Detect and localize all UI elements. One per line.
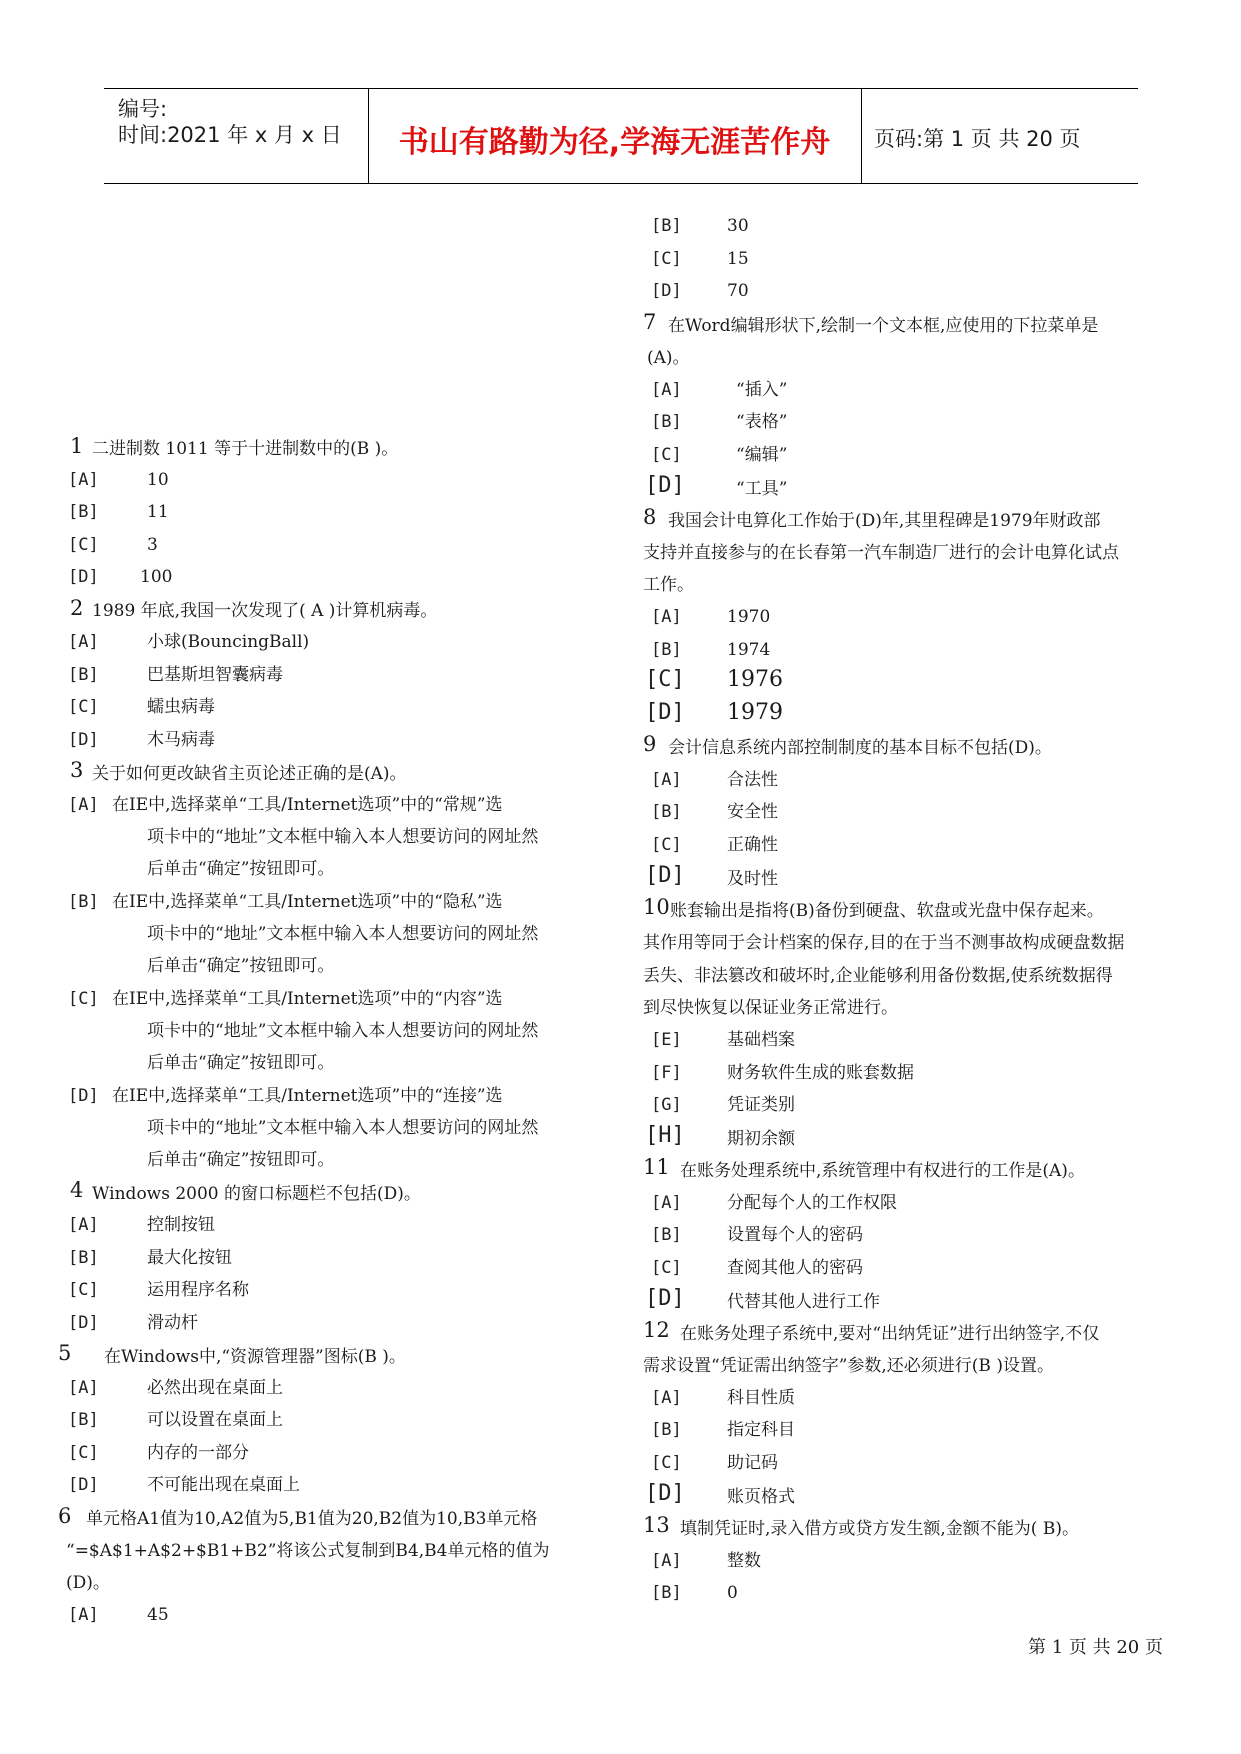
question-number: 10 — [643, 895, 670, 919]
option-text: 控制按钮 — [147, 1215, 215, 1235]
option-tag: [C] — [651, 249, 682, 269]
question-text: 1989 年底,我国一次发现了( A )计算机病毒。 — [92, 601, 438, 621]
option-tag: [A] — [68, 1378, 99, 1398]
option-tag: [C] — [651, 1258, 682, 1278]
option-tag: [E] — [651, 1030, 682, 1050]
option-tag: [D] — [651, 281, 682, 301]
option-text-cont: 后单击“确定”按钮即可。 — [147, 859, 335, 879]
option-text: 必然出现在桌面上 — [147, 1378, 283, 1398]
option-tag: [A] — [68, 632, 99, 652]
option-text: 设置每个人的密码 — [727, 1225, 863, 1245]
option-tag: [B] — [68, 892, 99, 912]
option-text: 整数 — [727, 1551, 761, 1571]
option-tag: [B] — [651, 1583, 682, 1603]
option-text: 正确性 — [727, 835, 778, 855]
option-text: 合法性 — [727, 770, 778, 790]
option-text: 查阅其他人的密码 — [727, 1258, 863, 1278]
option-text: 木马病毒 — [147, 730, 215, 750]
option-text-cont: 项卡中的“地址”文本框中输入本人想要访问的网址然 — [147, 827, 539, 847]
option-text: 100 — [140, 567, 173, 587]
question-number: 13 — [643, 1513, 670, 1537]
option-text: 小球(BouncingBall) — [147, 632, 310, 652]
question-text: 单元格A1值为10,A2值为5,B1值为20,B2值为10,B3单元格 — [86, 1509, 538, 1529]
option-text: 0 — [727, 1583, 738, 1603]
option-text: 1974 — [727, 640, 771, 660]
question-text: 在Windows中,“资源管理器”图标(B )。 — [104, 1347, 406, 1367]
option-text: “插入” — [736, 380, 788, 400]
question-number: 11 — [643, 1155, 670, 1179]
option-text: 分配每个人的工作权限 — [727, 1193, 897, 1213]
document-time: 时间:2021 年 x 月 x 日 — [118, 123, 342, 147]
question-text: 在账务处理系统中,系统管理中有权进行的工作是(A)。 — [680, 1161, 1085, 1181]
page-footer: 第 1 页 共 20 页 — [1028, 1637, 1163, 1658]
option-tag: [B] — [651, 1225, 682, 1245]
option-tag: [B] — [68, 1410, 99, 1430]
option-text: 3 — [147, 535, 158, 555]
option-text: “编辑” — [736, 445, 788, 465]
option-text: 及时性 — [727, 869, 778, 889]
option-tag: [D] — [68, 1313, 99, 1333]
option-text: 11 — [147, 502, 169, 522]
option-text: 账页格式 — [727, 1487, 795, 1507]
option-text: 15 — [727, 249, 749, 269]
option-tag: [B] — [68, 665, 99, 685]
question-number: 6 — [58, 1504, 72, 1528]
option-text: 凭证类别 — [727, 1095, 795, 1115]
question-text: 会计信息系统内部控制制度的基本目标不包括(D)。 — [668, 738, 1052, 758]
option-text-cont: 后单击“确定”按钮即可。 — [147, 1053, 335, 1073]
question-number: 5 — [58, 1341, 72, 1365]
option-tag: [B] — [651, 640, 682, 660]
option-tag: [A] — [651, 380, 682, 400]
question-text-cont: 需求设置“凭证需出纳签字”参数,还必须进行(B )设置。 — [643, 1356, 1054, 1376]
option-text: 在IE中,选择菜单“工具/Internet选项”中的“连接”选 — [112, 1086, 503, 1106]
header-left-cell — [104, 89, 369, 183]
option-text: 不可能出现在桌面上 — [147, 1475, 300, 1495]
question-number: 12 — [643, 1318, 670, 1342]
option-text: 最大化按钮 — [147, 1248, 232, 1268]
option-tag: [D] — [68, 730, 99, 750]
option-tag: [D] — [645, 700, 685, 725]
document-number-label: 编号: — [118, 97, 168, 121]
option-tag: [C] — [651, 445, 682, 465]
option-text-cont: 项卡中的“地址”文本框中输入本人想要访问的网址然 — [147, 924, 539, 944]
option-tag: [D] — [645, 863, 685, 888]
option-text: 助记码 — [727, 1453, 778, 1473]
option-tag: [C] — [651, 1453, 682, 1473]
option-tag: [C] — [68, 989, 99, 1009]
option-tag: [B] — [651, 412, 682, 432]
option-tag: [A] — [651, 1551, 682, 1571]
option-text: 蠕虫病毒 — [147, 697, 215, 717]
option-tag: [A] — [651, 1193, 682, 1213]
option-tag: [A] — [68, 470, 99, 490]
question-text-cont: 支持并直接参与的在长春第一汽车制造厂进行的会计电算化试点 — [643, 543, 1119, 563]
option-text-cont: 项卡中的“地址”文本框中输入本人想要访问的网址然 — [147, 1118, 539, 1138]
option-text: 1976 — [727, 667, 783, 692]
header-page-code: 页码:第 1 页 共 20 页 — [874, 127, 1081, 151]
question-text: Windows 2000 的窗口标题栏不包括(D)。 — [92, 1184, 421, 1204]
option-text: 1979 — [727, 700, 783, 725]
question-number: 8 — [643, 505, 657, 529]
option-tag: [A] — [651, 607, 682, 627]
option-text: 财务软件生成的账套数据 — [727, 1063, 914, 1083]
option-tag: [D] — [645, 1481, 685, 1506]
option-text: 在IE中,选择菜单“工具/Internet选项”中的“内容”选 — [112, 989, 503, 1009]
question-text-cont: 到尽快恢复以保证业务正常进行。 — [643, 998, 898, 1018]
option-tag: [C] — [68, 535, 99, 555]
option-tag: [C] — [68, 1280, 99, 1300]
option-tag: [A] — [651, 770, 682, 790]
page-header — [104, 88, 1138, 184]
option-text: 1970 — [727, 607, 771, 627]
option-text: 安全性 — [727, 802, 778, 822]
question-text: 关于如何更改缺省主页论述正确的是(A)。 — [92, 764, 407, 784]
option-tag: [A] — [68, 1605, 99, 1625]
question-text: 在账务处理子系统中,要对“出纳凭证”进行出纳签字,不仅 — [680, 1324, 1100, 1344]
option-text: 科目性质 — [727, 1388, 795, 1408]
question-text: 账套输出是指将(B)备份到硬盘、软盘或光盘中保存起来。 — [670, 901, 1104, 921]
question-text: 填制凭证时,录入借方或贷方发生额,金额不能为( B)。 — [680, 1519, 1079, 1539]
option-text: 巴基斯坦智囊病毒 — [147, 665, 283, 685]
option-tag: [B] — [651, 216, 682, 236]
option-tag: [B] — [651, 802, 682, 822]
option-text: 70 — [727, 281, 749, 301]
option-tag: [A] — [68, 795, 99, 815]
question-number: 7 — [643, 310, 657, 334]
question-number: 2 — [70, 596, 84, 620]
option-text: 期初余额 — [727, 1129, 795, 1149]
option-tag: [D] — [68, 1475, 99, 1495]
option-tag: [B] — [651, 1420, 682, 1440]
option-tag: [A] — [651, 1388, 682, 1408]
header-right-cell — [861, 89, 1138, 183]
option-text: 指定科目 — [727, 1420, 795, 1440]
option-tag: [A] — [68, 1215, 99, 1235]
option-text: 滑动杆 — [147, 1313, 198, 1333]
question-number: 1 — [70, 434, 84, 458]
option-tag: [C] — [645, 667, 685, 692]
option-tag: [C] — [68, 1443, 99, 1463]
question-number: 4 — [70, 1178, 84, 1202]
option-tag: [G] — [651, 1095, 682, 1115]
question-text-cont: “=$A$1+A$2+$B1+B2”将该公式复制到B4,B4单元格的值为 — [66, 1541, 550, 1561]
option-tag: [D] — [645, 473, 685, 498]
question-text-cont: 其作用等同于会计档案的保存,目的在于当不测事故构成硬盘数据 — [643, 933, 1125, 953]
question-text-cont: 丢失、非法篡改和破坏时,企业能够利用备份数据,使系统数据得 — [643, 966, 1113, 986]
option-tag: [B] — [68, 1248, 99, 1268]
header-slogan: 书山有路勤为径,学海无涯苦作舟 — [398, 125, 831, 160]
option-text: 10 — [147, 470, 169, 490]
option-text-cont: 后单击“确定”按钮即可。 — [147, 1150, 335, 1170]
question-number: 9 — [643, 732, 657, 756]
option-tag: [H] — [645, 1123, 685, 1148]
question-text: 我国会计电算化工作始于(D)年,其里程碑是1979年财政部 — [668, 511, 1101, 531]
option-text: 30 — [727, 216, 749, 236]
question-text: 二进制数 1011 等于十进制数中的(B )。 — [92, 439, 399, 459]
question-text-cont: 工作。 — [643, 575, 694, 595]
option-tag: [D] — [68, 1086, 99, 1106]
option-text: 代替其他人进行工作 — [727, 1292, 880, 1312]
header-center-cell — [368, 89, 862, 183]
question-text-cont: (A)。 — [647, 348, 690, 368]
option-text: 内存的一部分 — [147, 1443, 249, 1463]
option-tag: [B] — [68, 502, 99, 522]
question-text: 在Word编辑形状下,绘制一个文本框,应使用的下拉菜单是 — [668, 316, 1099, 336]
option-tag: [D] — [68, 567, 99, 587]
option-text: 运用程序名称 — [147, 1280, 249, 1300]
question-number: 3 — [70, 758, 84, 782]
option-text: “工具” — [736, 479, 788, 499]
option-text-cont: 后单击“确定”按钮即可。 — [147, 956, 335, 976]
option-tag: [F] — [651, 1063, 682, 1083]
option-tag: [D] — [645, 1286, 685, 1311]
question-text-cont: (D)。 — [66, 1573, 110, 1593]
option-text: 45 — [147, 1605, 169, 1625]
option-text: 可以设置在桌面上 — [147, 1410, 283, 1430]
option-text-cont: 项卡中的“地址”文本框中输入本人想要访问的网址然 — [147, 1021, 539, 1041]
option-text: “表格” — [736, 412, 788, 432]
option-text: 在IE中,选择菜单“工具/Internet选项”中的“常规”选 — [112, 795, 503, 815]
option-text: 基础档案 — [727, 1030, 795, 1050]
option-tag: [C] — [651, 835, 682, 855]
option-text: 在IE中,选择菜单“工具/Internet选项”中的“隐私”选 — [112, 892, 503, 912]
option-tag: [C] — [68, 697, 99, 717]
